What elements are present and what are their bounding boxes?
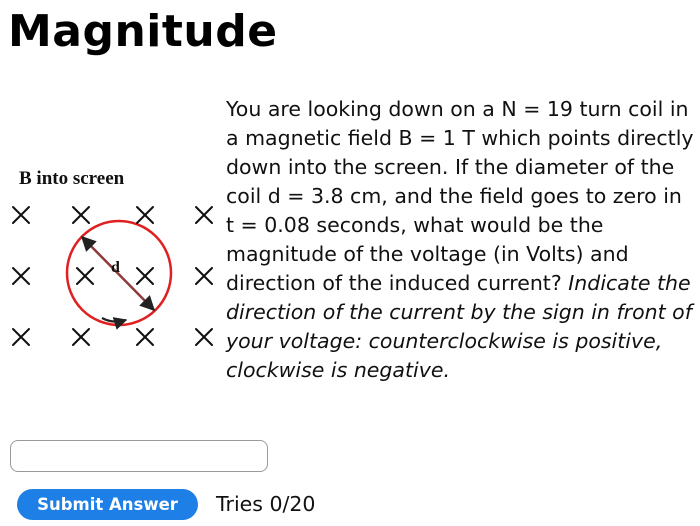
cross-icon	[196, 329, 212, 345]
cross-icon	[73, 329, 89, 345]
question-instruction: Indicate the direction of the current by the sign in front of your voltage: counterclockwise is positive, clockwise is negative.	[226, 271, 692, 382]
cross-icon	[196, 207, 212, 223]
tries-counter: Tries 0/20	[216, 492, 316, 516]
cross-icon	[13, 268, 29, 284]
diameter-label: d	[111, 259, 120, 276]
cross-icon	[13, 207, 29, 223]
question-statement: You are looking down on a N = 19 turn coil in a magnetic field B = 1 T which points directly down into the screen. If the diameter of the coil d = 3.8 cm, and the field goes to zero in t = 0.08 seconds, what would be the magnitude of the voltage (in Volts) and direction of the induced current?	[226, 97, 694, 295]
submit-answer-button[interactable]: Submit Answer	[17, 489, 198, 520]
page-title: Magnitude	[8, 6, 278, 57]
question-text-block	[226, 95, 696, 385]
question-body	[226, 95, 696, 385]
coil-diagram	[0, 160, 222, 360]
cross-icon	[137, 329, 153, 345]
cross-icon	[137, 207, 153, 223]
cross-icon	[137, 268, 153, 284]
direction-arrow-icon	[102, 318, 126, 322]
cross-icon	[73, 207, 89, 223]
answer-input[interactable]	[10, 440, 268, 472]
field-caption: B into screen	[19, 168, 125, 189]
cross-icon	[13, 329, 29, 345]
cross-icon	[77, 268, 93, 284]
cross-icon	[196, 268, 212, 284]
coil-diagram-svg	[0, 160, 222, 360]
